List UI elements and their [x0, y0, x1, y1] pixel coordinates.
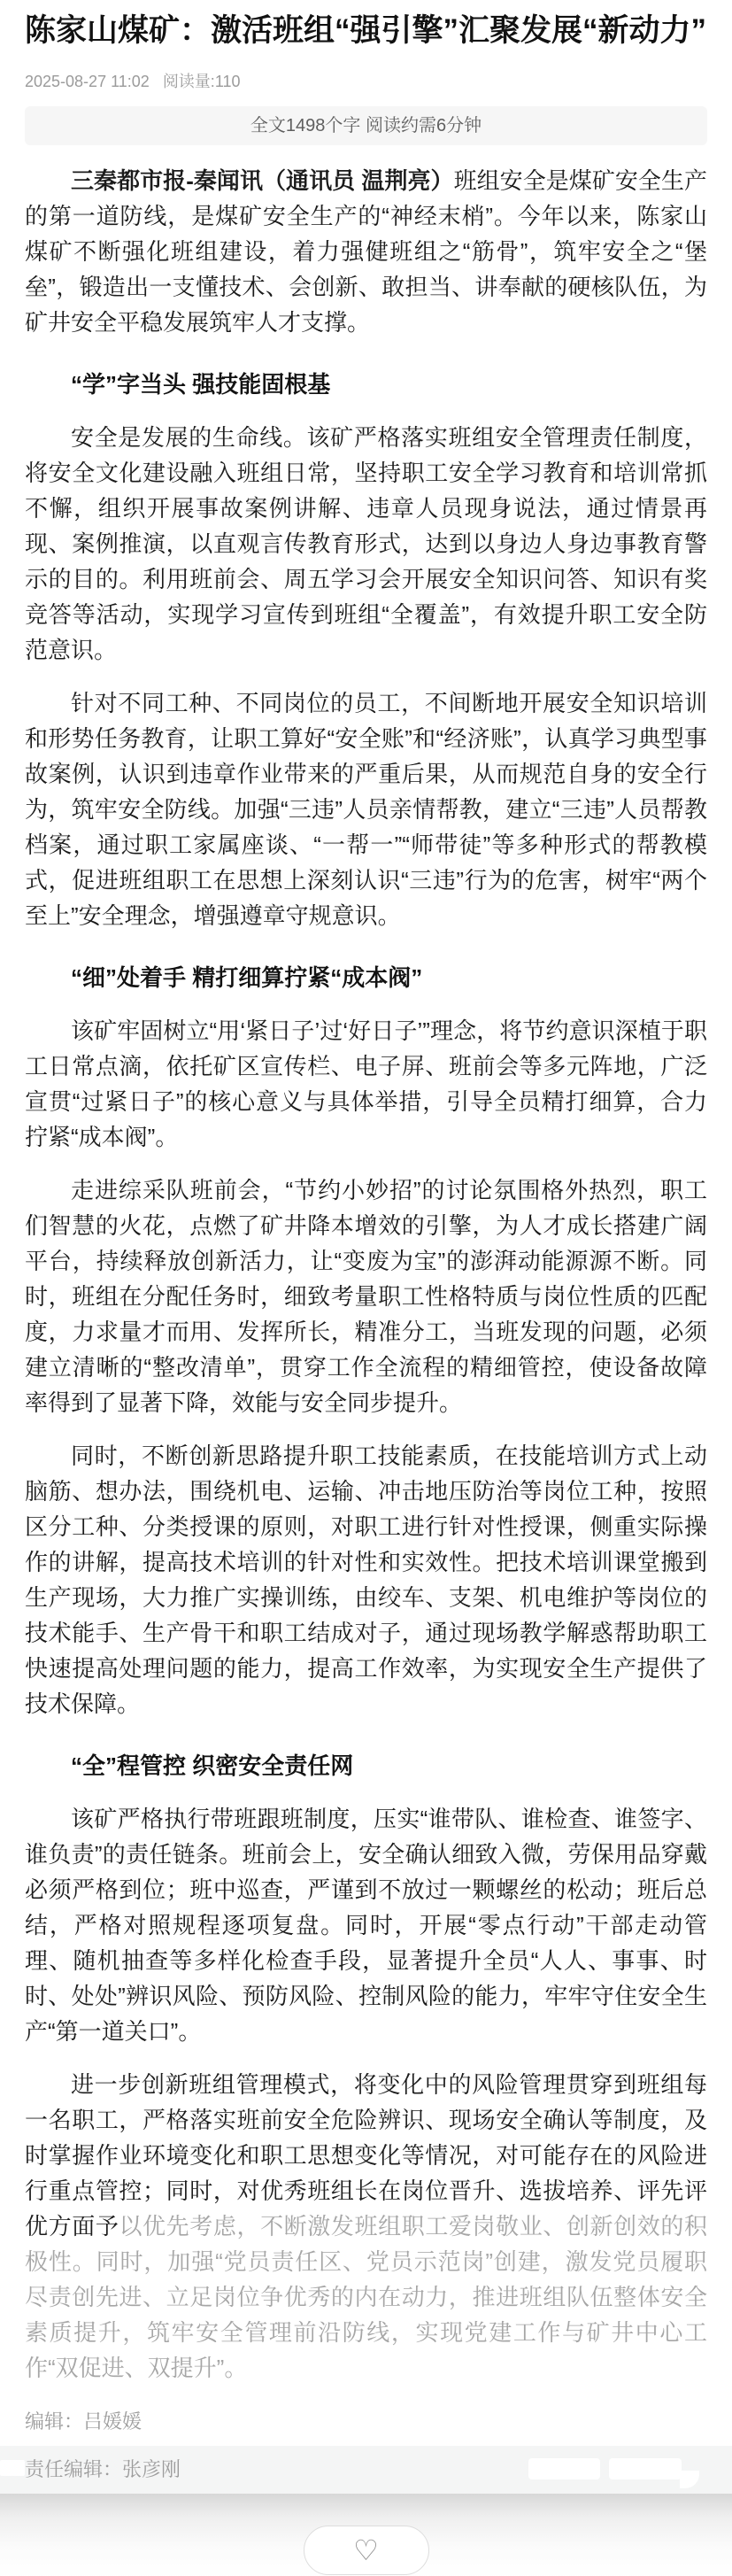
paragraph: 走进综采队班前会，“节约小妙招”的讨论氛围格外热烈，职工们智慧的火花，点燃了矿井降本增效的引擎，为人才成长搭建广阔平台，持续释放创新活力，让“变废为宝”的澎湃动能源源不断。同时，班组在分配任务时，细致考量职工性格特质与岗位性质的匹配度，力求量才而用、发挥所长，精准分工，当班发现的问题，必须建立清晰的“整改清单”，贯穿工作全流程的精细管控，使设备故障率得到了显著下降，效能与安全同步提升。	[25, 1177, 707, 1416]
word-count-bar: 全文1498个字 阅读约需6分钟	[25, 106, 707, 145]
article-meta	[25, 71, 707, 92]
section-heading-detail: “细”处着手 精打细算拧紧“成本阀”	[71, 964, 423, 991]
article-title: 陈家山煤矿：激活班组“强引擎”汇聚发展“新动力”	[25, 13, 707, 48]
chief-editor-line: 责任编辑：张彦刚	[25, 2458, 181, 2480]
paragraph: 同时，不断创新思路提升职工技能素质，在技能培训方式上动脑筋、想办法，围绕机电、运输、冲击地压防治等岗位工种，按照区分工种、分类授课的原则，对职工进行针对性授课，侧重实际操作的讲解，提高技术培训的针对性和实效性。把技术培训课堂搬到生产现场，大力推广实操训练，由绞车、支架、机电维护等岗位的技术能手、生产骨干和职工结成对子，通过现场教学解惑帮助职工快速提高处理问题的能力，提高工作效率，为实现安全生产提供了技术保障。	[25, 1443, 707, 1717]
paragraph: 该矿严格执行带班跟班制度，压实“谁带队、谁检查、谁签字、谁负责”的责任链条。班前会上，安全确认细致入微，劳保用品穿戴必须严格到位；班中巡查，严谨到不放过一颗螺丝的松动；班后总结，严格对照规程逐项复盘。同时，开展“零点行动”干部走动管理、随机抽查等多样化检查手段，显著提升全员“人人、事事、时时、处处”辨识风险、预防风险、控制风险的能力，牢牢守住安全生产“第一道关口”。	[25, 1806, 707, 2045]
read-count: 阅读量:110	[162, 73, 241, 90]
final-paragraph	[25, 2067, 707, 2386]
article-body	[25, 163, 707, 2386]
final-paragraph-black: 进一步创新班组管理模式，将变化中的风险管理贯穿到班组每一名职工，严格落实班前安全危险辨识、现场安全确认等制度，及时掌握作业环境变化和职工思想变化等情况，对可能存在的风险进行重点管控；同时，对优秀班组长在岗位晋升、选拔培养、评先评优方面予	[25, 2071, 707, 2239]
publish-time: 2025-08-27 11:02	[25, 73, 150, 90]
section-heading-learn: “学”字当头 强技能固根基	[71, 371, 331, 398]
footer-area	[0, 2494, 732, 2576]
paragraph: 该矿牢固树立“用‘紧日子’过‘好日子’”理念，将节约意识深植于职工日常点滴，依托矿区宣传栏、电子屏、班前会等多元阵地，广泛宣贯“过紧日子”的核心意义与具体举措，引导全员精打细算，合力拧紧“成本阀”。	[25, 1017, 707, 1150]
lead-paragraph	[25, 163, 707, 340]
heart-icon: ♡	[353, 2533, 379, 2567]
like-button[interactable]	[304, 2526, 429, 2575]
paragraph: 安全是发展的生命线。该矿严格落实班组安全管理责任制度，将安全文化建设融入班组日常，坚持职工安全学习教育和培训常抓不懈，组织开展事故案例讲解、违章人员现身说法，通过情景再现、案例推演，以直观言传教育形式，达到以身边人身边事教育警示的目的。利用班前会、周五学习会开展安全知识问答、知识有奖竞答等活动，实现学习宣传到班组“全覆盖”，有效提升职工安全防范意识。	[25, 424, 707, 663]
editor-line: 编辑：吕媛媛	[25, 2410, 143, 2433]
paragraph: 针对不同工种、不同岗位的员工，不间断地开展安全知识培训和形势任务教育，让职工算好“安全账”和“经济账”，认真学习典型事故案例，认识到违章作业带来的严重后果，从而规范自身的安全行为，筑牢安全防线。加强“三违”人员亲情帮教，建立“三违”人员帮教档案，通过职工家属座谈、“一帮一”“师带徒”等多种形式的帮教模式，促进班组职工在思想上深刻认识“三违”行为的危害，树牢“两个至上”安全理念，增强遵章守规意识。	[25, 690, 707, 929]
final-paragraph-faded: 以优先考虑，不断激发班组职工爱岗敬业、创新创效的积极性。同时，加强“党员责任区、党员示范岗”创建，激发党员履职尽责创先进、立足岗位争优秀的内在动力，推进班组队伍整体安全素质提升，筑牢安全管理前沿防线，实现党建工作与矿井中心工作“双促进、双提升”。	[25, 2213, 707, 2381]
skeleton-block-left	[0, 2460, 25, 2476]
source-byline: 三秦都市报-秦闻讯（通讯员 温荆亮）	[71, 167, 454, 194]
section-heading-full-control: “全”程管控 织密安全责任网	[71, 1752, 354, 1779]
lead-text: 班组安全是煤矿安全生产的第一道防线，是煤矿安全生产的“神经末梢”。今年以来，陈家山煤矿不断强化班组建设，着力强健班组之“筋骨”，筑牢安全之“堡垒”，锻造出一支懂技术、会创新、敢担当、讲奉献的硬核队伍，为矿井安全平稳发展筑牢人才支撑。	[25, 167, 707, 336]
footer-band	[0, 2446, 732, 2494]
